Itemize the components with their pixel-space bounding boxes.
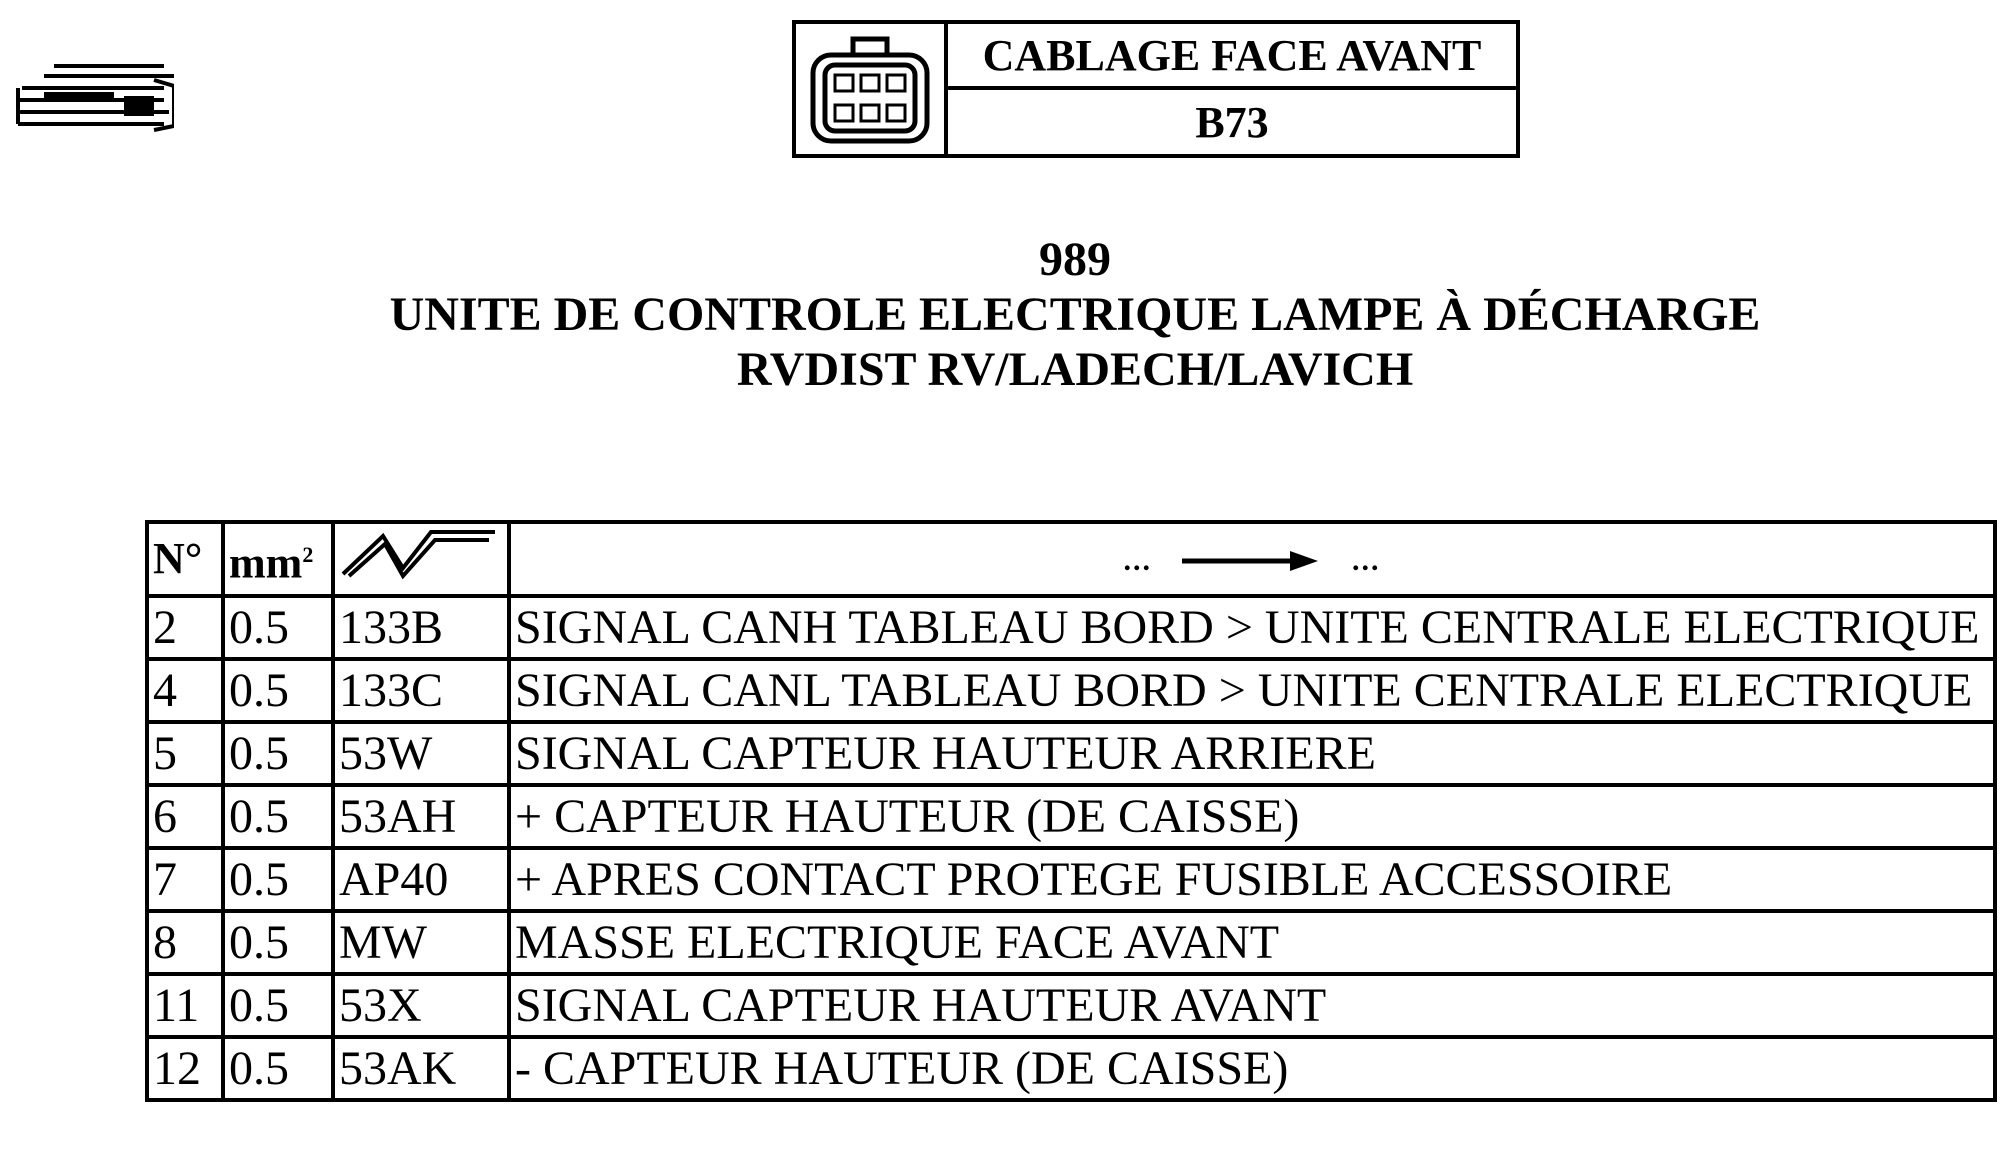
table-row xyxy=(147,659,1995,722)
wire-section: 0.5 xyxy=(223,848,333,911)
connector-cell xyxy=(796,24,948,154)
pin-description: SIGNAL CANL TABLEAU BORD > UNITE CENTRALE ELECTRIQUE xyxy=(509,659,1995,722)
arrow-right-icon xyxy=(1182,549,1322,573)
connector-6pin-icon xyxy=(805,29,935,149)
component-name: UNITE DE CONTROLE ELECTRIQUE LAMPE À DÉCHARGE xyxy=(389,288,1761,341)
wire-code: 53AH xyxy=(333,785,509,848)
pin-description: MASSE ELECTRIQUE FACE AVANT xyxy=(509,911,1995,974)
wire-code: MW xyxy=(333,911,509,974)
wire-zigzag-icon xyxy=(339,524,499,580)
table-row xyxy=(147,974,1995,1037)
pin-number: 4 xyxy=(147,659,223,722)
header-destination xyxy=(509,522,1995,596)
wire-section: 0.5 xyxy=(223,722,333,785)
header-section-exp: 2 xyxy=(302,541,314,567)
component-number: 989 xyxy=(1039,233,1111,286)
wire-section: 0.5 xyxy=(223,596,333,659)
pinout-table xyxy=(145,520,1997,1102)
table-row xyxy=(147,848,1995,911)
wire-code: 133C xyxy=(333,659,509,722)
table-header-row xyxy=(147,522,1995,596)
pin-number: 12 xyxy=(147,1037,223,1100)
wire-code: 53W xyxy=(333,722,509,785)
pin-number: 8 xyxy=(147,911,223,974)
wiring-harness-icon xyxy=(14,56,174,136)
header-section-unit: mm xyxy=(229,538,303,588)
wire-section: 0.5 xyxy=(223,974,333,1037)
header-pin-number: N° xyxy=(147,522,223,596)
header-title: CABLAGE FACE AVANT xyxy=(948,24,1516,90)
wire-section: 0.5 xyxy=(223,1037,333,1100)
wire-code: 53AK xyxy=(333,1037,509,1100)
wire-section: 0.5 xyxy=(223,911,333,974)
wire-code: 53X xyxy=(333,974,509,1037)
header-wire xyxy=(333,522,509,596)
wire-code: AP40 xyxy=(333,848,509,911)
wire-section: 0.5 xyxy=(223,659,333,722)
pin-number: 7 xyxy=(147,848,223,911)
pin-description: SIGNAL CAPTEUR HAUTEUR AVANT xyxy=(509,974,1995,1037)
table-row xyxy=(147,911,1995,974)
table-row xyxy=(147,785,1995,848)
table-row xyxy=(147,1037,1995,1100)
pin-description: - CAPTEUR HAUTEUR (DE CAISSE) xyxy=(509,1037,1995,1100)
connector-header xyxy=(792,20,1520,158)
wire-section: 0.5 xyxy=(223,785,333,848)
pin-description: + APRES CONTACT PROTEGE FUSIBLE ACCESSOIRE xyxy=(509,848,1995,911)
pin-number: 11 xyxy=(147,974,223,1037)
pin-description: SIGNAL CAPTEUR HAUTEUR ARRIERE xyxy=(509,722,1995,785)
component-title-block xyxy=(0,232,2016,397)
pin-number: 6 xyxy=(147,785,223,848)
table-row xyxy=(147,722,1995,785)
pin-number: 5 xyxy=(147,722,223,785)
destination-from: ... xyxy=(1123,543,1152,577)
pin-number: 2 xyxy=(147,596,223,659)
pin-description: SIGNAL CANH TABLEAU BORD > UNITE CENTRALE ELECTRIQUE xyxy=(509,596,1995,659)
wire-code: 133B xyxy=(333,596,509,659)
destination-arrow xyxy=(1124,533,1381,589)
header-section xyxy=(223,522,333,596)
table-row xyxy=(147,596,1995,659)
component-variant: RVDIST RV/LADECH/LAVICH xyxy=(736,343,1414,396)
connector-code: B73 xyxy=(1195,97,1269,147)
destination-to: ... xyxy=(1352,543,1381,577)
pin-description: + CAPTEUR HAUTEUR (DE CAISSE) xyxy=(509,785,1995,848)
